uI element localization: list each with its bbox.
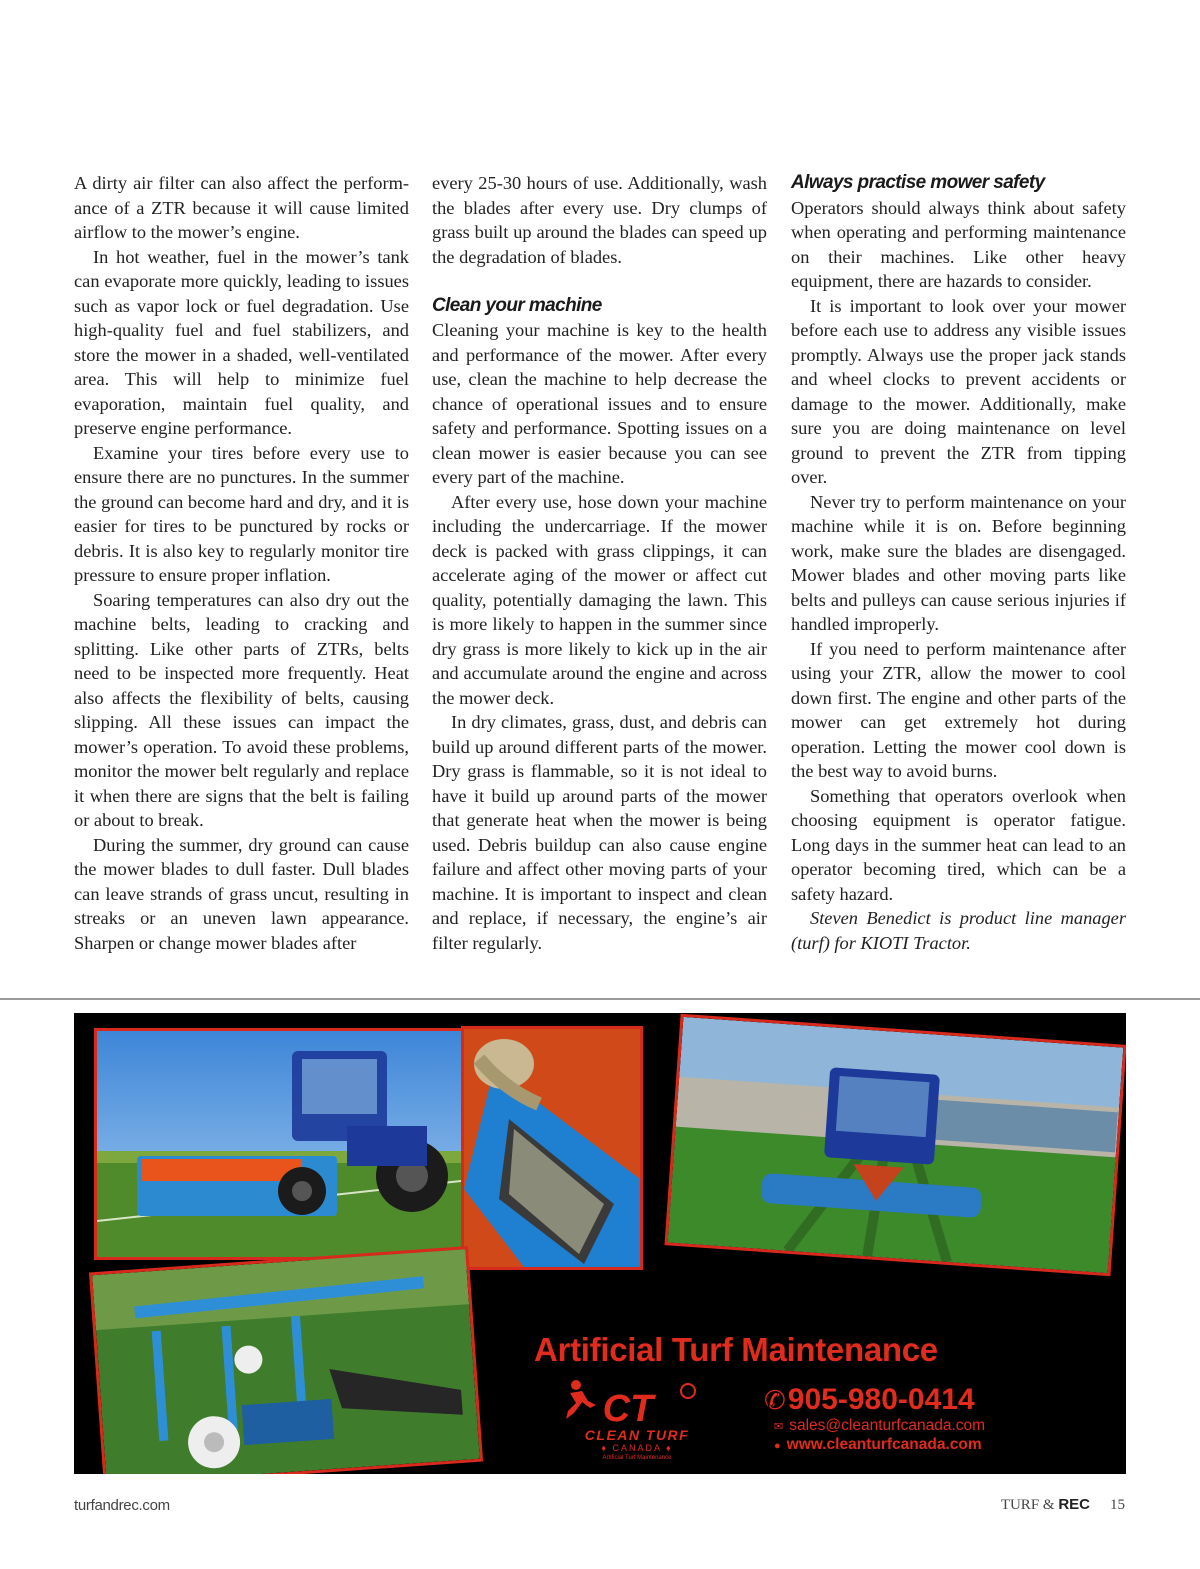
- author-byline: Steven Benedict is product line manager (turf) for KIOTI Tractor.: [791, 908, 1126, 953]
- section-divider: [0, 998, 1200, 1000]
- section-heading: Always practise mower safety: [791, 172, 1045, 193]
- section-heading: Clean your machine: [432, 294, 602, 316]
- article-paragraph: It is important to look over your mower before each use to address any visible issues promptly. Always use the proper jack stands and wheel clocks to prevent accidents or damage to the mower. Additionally, make sure you are doing maintenance on level ground to prevent the ZTR from tipping over.: [791, 295, 1126, 487]
- article-column-2: [432, 171, 767, 955]
- clean-turf-logo-icon: [550, 1375, 720, 1431]
- article-paragraph: A dirty air filter can also affect the performance of a ZTR because it will cause limited airflow to the mower’s engine.: [74, 173, 409, 242]
- article-paragraph: Soaring temperatures can also dry out the machine belts, leading to cracking and splitting. Like other parts of ZTRs, belts need to be inspected more frequently. Heat also affects the flexibility of belts, causing slipping. All these issues can impact the mower’s operation. To avoid these problems, monitor the mower belt regularly and replace it when there are signs that the belt is failing or about to break.: [74, 589, 409, 830]
- article-paragraph: If you need to perform maintenance after using your ZTR, allow the mower to cool down first. The engine and other parts of the mower can get extremely hot during operation. Letting the mower cool down is the best way to avoid burns.: [791, 638, 1126, 781]
- ad-headline: Artificial Turf Maintenance: [534, 1331, 938, 1368]
- clean-turf-advertisement[interactable]: [74, 1013, 1126, 1474]
- page-number: 15: [1110, 1497, 1125, 1513]
- footer-website[interactable]: turfandrec.com: [74, 1497, 170, 1514]
- article-paragraph: Cleaning your machine is key to the health and performance of the mower. After every use, clean the machine to help decrease the chance of operational issues and to ensure safety and performance. Spotting issues on a clean mower is easier because you can see every part of the machine.: [432, 320, 767, 487]
- logo-letters: CT: [602, 1388, 654, 1430]
- paragraph-gap: [432, 269, 767, 294]
- globe-icon: ●: [774, 1440, 781, 1452]
- magazine-name-suffix: REC: [1058, 1496, 1090, 1513]
- ad-email-address[interactable]: sales@cleanturfcanada.com: [789, 1417, 986, 1434]
- article-paragraph: In dry climates, grass, dust, and debris can build up around different parts of the mower. Dry grass is flammable, so it is not ideal to have it build up around parts of the mower that generate heat when the mower is being used. Debris buildup can also cause engine failure and affect other moving parts of your machine. It is important to inspect and clean and replace, if necessary, the engine’s air filter regularly.: [432, 712, 767, 953]
- article-paragraph: During the summer, dry ground can cause the mower blades to dull faster. Dull blades can leave strands of grass uncut, resulting in streaks or an uneven lawn appearance. Sharpen or change mower blades after: [74, 834, 409, 953]
- article-paragraph: Something that operators overlook when choosing equipment is operator fatigue. Long days in the summer heat can lead to an operator becoming tired, which can be a safety hazard.: [791, 785, 1126, 904]
- ad-phone-number[interactable]: 905-980-0414: [787, 1383, 975, 1416]
- hopper-closeup-photo: [461, 1026, 643, 1270]
- article-paragraph: After every use, hose down your machine including the undercarriage. If the mower deck is packed with grass clippings, it can accelerate aging of the mower or affect cut quality, potentially damaging the lawn. This is more likely to happen in the summer since dry grass is more likely to kick up in the air and accumulate around the engine and across the mower deck.: [432, 491, 767, 708]
- article-paragraph: Never try to perform maintenance on your machine while it is on. Before beginning work, make sure the blades are disengaged. Mower blades and other moving parts like belts and pulleys can cause serious injuries if handled improperly.: [791, 491, 1126, 634]
- brush-attachment-photo: [89, 1246, 483, 1474]
- ad-website-url[interactable]: www.cleanturfcanada.com: [786, 1436, 982, 1453]
- footer-folio: [1001, 1496, 1125, 1514]
- article-paragraph: Examine your tires before every use to ensure there are no punctures. In the summer the ground can become hard and dry, and it is easier for tires to be punctured by rocks or debris. It is also key to regularly monitor tire pressure to ensure proper inflation.: [74, 442, 409, 585]
- tractor-groomer-photo: [94, 1028, 464, 1260]
- article-column-1: [74, 171, 409, 955]
- ad-email[interactable]: [774, 1417, 985, 1435]
- article-paragraph: In hot weather, fuel in the mower’s tank can evaporate more quickly, leading to issues such as vapor lock or fuel degradation. Use high-quality fuel and fuel stabilizers, and store the mower in a shaded, well-ventilated area. This will help to minimize fuel evaporation, maintain fuel quality, and preserve engine performance.: [74, 246, 409, 438]
- envelope-icon: ✉: [774, 1421, 784, 1433]
- magazine-name-prefix: TURF &: [1000, 1497, 1055, 1513]
- field-tractor-photo: [664, 1014, 1126, 1277]
- ad-brand-name: CLEAN TURF: [584, 1427, 690, 1443]
- article-column-3: [791, 171, 1126, 955]
- ad-website[interactable]: [774, 1436, 982, 1454]
- ad-phone[interactable]: [764, 1383, 975, 1417]
- ad-brand-subtitle: ♦ CANADA ♦: [601, 1443, 673, 1453]
- ad-brand-tagline: Artificial Turf Maintenance: [602, 1455, 672, 1461]
- article-paragraph: every 25-30 hours of use. Additionally, wash the blades after every use. Dry clumps of grass built up around the blades can speed up the degradation of blades.: [432, 173, 767, 267]
- phone-icon: ✆: [764, 1385, 786, 1415]
- article-paragraph: Operators should always think about safety when operating and performing maintenance on their machines. Like other heavy equipment, there are hazards to consider.: [791, 197, 1126, 291]
